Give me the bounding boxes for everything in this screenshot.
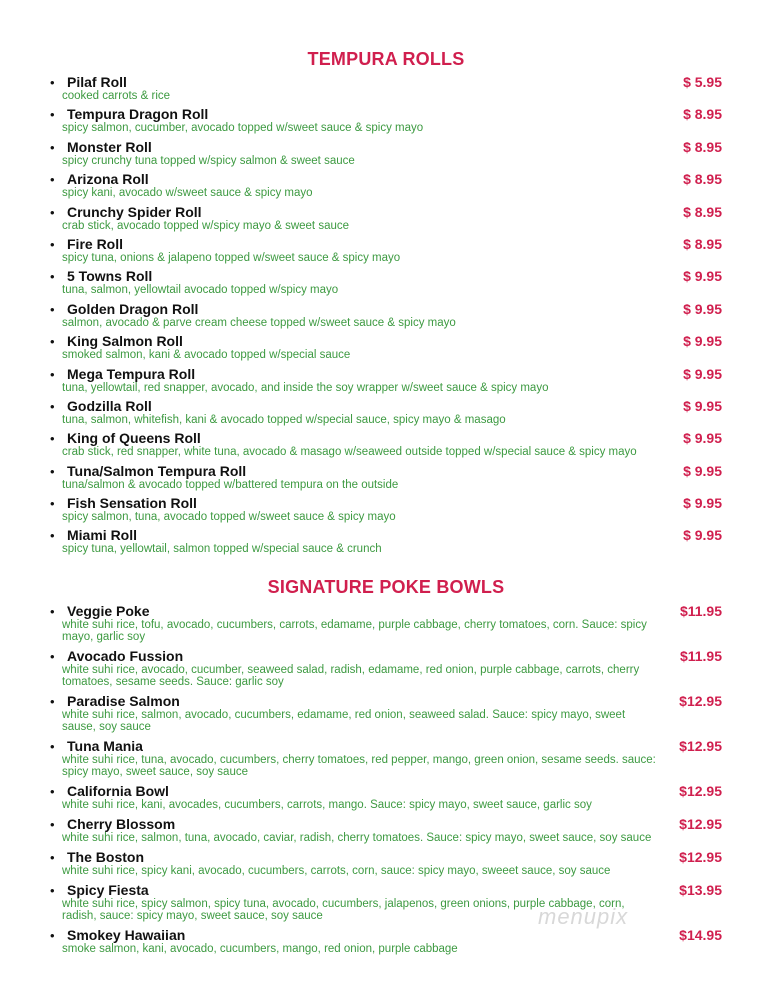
menu-item-name: Godzilla Roll bbox=[67, 397, 152, 414]
menu-item-description: salmon, avocado & parve cream cheese topped w/sweet sauce & spicy mayo bbox=[62, 316, 456, 329]
menu-item-name: Avocado Fussion bbox=[67, 647, 184, 664]
menu-item-price: $ 9.95 bbox=[683, 268, 722, 285]
bullet-icon: • bbox=[50, 236, 55, 252]
menu-item-name: Paradise Salmon bbox=[67, 692, 180, 709]
menu-item-description: tuna, salmon, whitefish, kani & avocado topped w/special sauce, spicy mayo & masago bbox=[62, 413, 506, 426]
menu-item-description: tuna, salmon, yellowtail avocado topped w/spicy mayo bbox=[62, 284, 339, 297]
bullet-icon: • bbox=[50, 75, 55, 90]
menu-item-description: white suhi rice, tofu, avocado, cucumbers, carrots, edamame, purple cabbage, cherry tomatoes, corn. Sauce: spicy mayo, garlic soy bbox=[62, 618, 647, 643]
menu-item-name: Mega Tempura Roll bbox=[67, 365, 196, 382]
menu-item-price: $12.95 bbox=[679, 692, 722, 709]
menu-item-name: Veggie Poke bbox=[67, 602, 150, 619]
poke-bowls-list bbox=[0, 603, 772, 955]
menu-item-name: Golden Dragon Roll bbox=[67, 300, 199, 317]
menu-item-name: Fish Sensation Roll bbox=[67, 495, 197, 512]
menu-item-price: $12.95 bbox=[679, 782, 722, 799]
menu-item bbox=[0, 527, 772, 559]
menu-item-price: $ 9.95 bbox=[683, 333, 722, 350]
menu-item-name: Crunchy Spider Roll bbox=[67, 203, 202, 220]
menu-item-price: $ 8.95 bbox=[683, 235, 722, 252]
menu-item-price: $12.95 bbox=[679, 815, 722, 832]
menu-item-price: $14.95 bbox=[679, 926, 722, 943]
menu-item bbox=[0, 74, 772, 106]
bullet-icon: • bbox=[50, 139, 55, 155]
bullet-icon: • bbox=[50, 172, 55, 188]
menu-item bbox=[0, 648, 772, 688]
bullet-icon: • bbox=[50, 463, 55, 479]
watermark-logo: menupix bbox=[538, 904, 629, 929]
menu-item-name: Arizona Roll bbox=[67, 171, 149, 188]
bullet-icon: • bbox=[50, 204, 55, 220]
bullet-icon: • bbox=[50, 398, 55, 414]
bullet-icon: • bbox=[50, 882, 55, 898]
menu-item-price: $ 9.95 bbox=[683, 462, 722, 479]
menu-item-price: $ 8.95 bbox=[683, 203, 722, 220]
menu-item-name: Spicy Fiesta bbox=[67, 881, 149, 898]
menu-item-name: California Bowl bbox=[67, 782, 169, 799]
menu-item-description: crab stick, avocado topped w/spicy mayo & sweet sauce bbox=[62, 219, 350, 232]
bullet-icon: • bbox=[50, 528, 55, 544]
menu-item-name: Pilaf Roll bbox=[67, 74, 127, 90]
menu-item-description: white suhi rice, spicy salmon, spicy tuna, avocado, cucumbers, jalapenos, green onions, purple cabbage, corn, radish, sauce: spicy mayo, sweet sauce, soy sauce bbox=[62, 897, 625, 922]
menu-item-name: Cherry Blossom bbox=[67, 815, 176, 832]
menu-item-name: Smokey Hawaiian bbox=[67, 926, 186, 943]
menu-item bbox=[0, 603, 772, 643]
bullet-icon: • bbox=[50, 107, 55, 123]
menu-item-name: Fire Roll bbox=[67, 235, 124, 252]
menu-item bbox=[0, 139, 772, 171]
menu-item-description: white suhi rice, spicy kani, avocado, cucumbers, carrots, corn, sauce: spicy mayo, sweeet sauce, soy sauce bbox=[62, 864, 611, 877]
menu-item-description: white suhi rice, tuna, avocado, cucumbers, cherry tomatoes, red pepper, mango, green onion, sesame seeds. sauce: spicy mayo, sweet sauce, soy sauce bbox=[62, 753, 656, 778]
menu-item-description: spicy kani, avocado w/sweet sauce & spicy mayo bbox=[62, 187, 313, 200]
bullet-icon: • bbox=[50, 783, 55, 799]
bullet-icon: • bbox=[50, 648, 55, 664]
menu-item bbox=[0, 398, 772, 430]
bullet-icon: • bbox=[50, 927, 55, 943]
tempura-rolls-list bbox=[0, 74, 772, 560]
menu-item bbox=[0, 106, 772, 138]
menu-item bbox=[0, 693, 772, 733]
menu-item-price: $ 9.95 bbox=[683, 365, 722, 382]
menu-item-price: $ 9.95 bbox=[683, 527, 722, 544]
menu-item-price: $ 9.95 bbox=[683, 495, 722, 512]
menu-item-price: $12.95 bbox=[679, 737, 722, 754]
menu-item bbox=[0, 783, 772, 811]
bullet-icon: • bbox=[50, 816, 55, 832]
menu-item-name: Tempura Dragon Roll bbox=[67, 106, 209, 123]
menu-item-description: tuna/salmon & avocado topped w/battered tempura on the outside bbox=[62, 478, 399, 491]
bullet-icon: • bbox=[50, 603, 55, 619]
menu-item bbox=[0, 236, 772, 268]
menu-item bbox=[0, 333, 772, 365]
menu-item-price: $12.95 bbox=[679, 848, 722, 865]
bullet-icon: • bbox=[50, 366, 55, 382]
menu-item-name: Tuna Mania bbox=[67, 737, 143, 754]
section-title-signature-poke-bowls: SIGNATURE POKE BOWLS bbox=[267, 576, 505, 597]
bullet-icon: • bbox=[50, 334, 55, 350]
menu-item bbox=[0, 366, 772, 398]
menu-item bbox=[0, 816, 772, 844]
menu-item-price: $ 5.95 bbox=[683, 74, 722, 90]
menu-item-description: white suhi rice, salmon, avocado, cucumbers, edamame, red onion, seaweed salad. Sauce: spicy mayo, sweet sause, soy sauce bbox=[62, 708, 626, 733]
menu-item-price: $ 8.95 bbox=[683, 171, 722, 188]
menu-item-name: King Salmon Roll bbox=[67, 333, 183, 350]
bullet-icon: • bbox=[50, 431, 55, 447]
menu-item-name: The Boston bbox=[67, 848, 144, 865]
menu-item-price: $ 9.95 bbox=[683, 430, 722, 447]
menu-item-description: spicy crunchy tuna topped w/spicy salmon & sweet sauce bbox=[62, 154, 355, 167]
section-title-tempura-rolls: TEMPURA ROLLS bbox=[307, 49, 465, 69]
menu-item-name: Monster Roll bbox=[67, 138, 152, 155]
menu-item-description: white suhi rice, salmon, tuna, avocado, caviar, radish, cherry tomatoes. Sauce: spicy mayo, sweet sauce, soy sauce bbox=[62, 831, 652, 844]
menu-item bbox=[0, 463, 772, 495]
menu-item-name: Tuna/Salmon Tempura Roll bbox=[67, 462, 247, 479]
menu-item-description: white suhi rice, kani, avocades, cucumbers, carrots, mango. Sauce: spicy mayo, sweet sauce, garlic soy bbox=[62, 798, 592, 811]
menu-item bbox=[0, 738, 772, 778]
bullet-icon: • bbox=[50, 269, 55, 285]
menu-item-description: white suhi rice, avocado, cucumber, seaweed salad, radish, edamame, red onion, purple cabbage, carrots, cherry tomatoes, sesame seeds. Sauce: garlic soy bbox=[62, 663, 640, 688]
menu-item bbox=[0, 927, 772, 955]
menu-item bbox=[0, 204, 772, 236]
menu-item-description: tuna, yellowtail, red snapper, avocado, and inside the soy wrapper w/sweet sauce & spicy mayo bbox=[62, 381, 549, 394]
menu-item-description: spicy tuna, yellowtail, salmon topped w/special sauce & crunch bbox=[62, 543, 382, 556]
bullet-icon: • bbox=[50, 693, 55, 709]
menu-item-price: $11.95 bbox=[679, 647, 722, 664]
menu-item bbox=[0, 430, 772, 462]
menu-item bbox=[0, 301, 772, 333]
menu-item-description: spicy salmon, cucumber, avocado topped w/sweet sauce & spicy mayo bbox=[62, 122, 424, 135]
bullet-icon: • bbox=[50, 301, 55, 317]
menu-item-price: $ 8.95 bbox=[683, 138, 722, 155]
menu-item bbox=[0, 171, 772, 203]
menu-item-price: $ 9.95 bbox=[683, 397, 722, 414]
bullet-icon: • bbox=[50, 738, 55, 754]
menu-item-description: spicy salmon, tuna, avocado topped w/sweet sauce & spicy mayo bbox=[62, 511, 396, 524]
menu-item-name: 5 Towns Roll bbox=[67, 268, 153, 285]
menu-item-description: crab stick, red snapper, white tuna, avocado & masago w/seaweed outside topped w/special sauce & spicy mayo bbox=[62, 446, 637, 459]
menu-item-name: King of Queens Roll bbox=[67, 430, 201, 447]
menu-item-description: cooked carrots & rice bbox=[62, 90, 171, 102]
menu-item-description: smoke salmon, kani, avocado, cucumbers, mango, red onion, purple cabbage bbox=[62, 942, 458, 955]
bullet-icon: • bbox=[50, 849, 55, 865]
menu-item-price: $11.95 bbox=[679, 602, 722, 619]
menu-item-description: spicy tuna, onions & jalapeno topped w/sweet sauce & spicy mayo bbox=[62, 251, 401, 264]
menu-item-description: smoked salmon, kani & avocado topped w/special sauce bbox=[62, 349, 351, 362]
menu-item bbox=[0, 495, 772, 527]
menu-item bbox=[0, 882, 772, 922]
menu-item-price: $13.95 bbox=[679, 881, 722, 898]
menu-item-price: $ 8.95 bbox=[683, 106, 722, 123]
menu-item bbox=[0, 849, 772, 877]
menu-item-price: $ 9.95 bbox=[683, 300, 722, 317]
menu-item bbox=[0, 268, 772, 300]
menu-item-name: Miami Roll bbox=[67, 527, 138, 544]
bullet-icon: • bbox=[50, 496, 55, 512]
